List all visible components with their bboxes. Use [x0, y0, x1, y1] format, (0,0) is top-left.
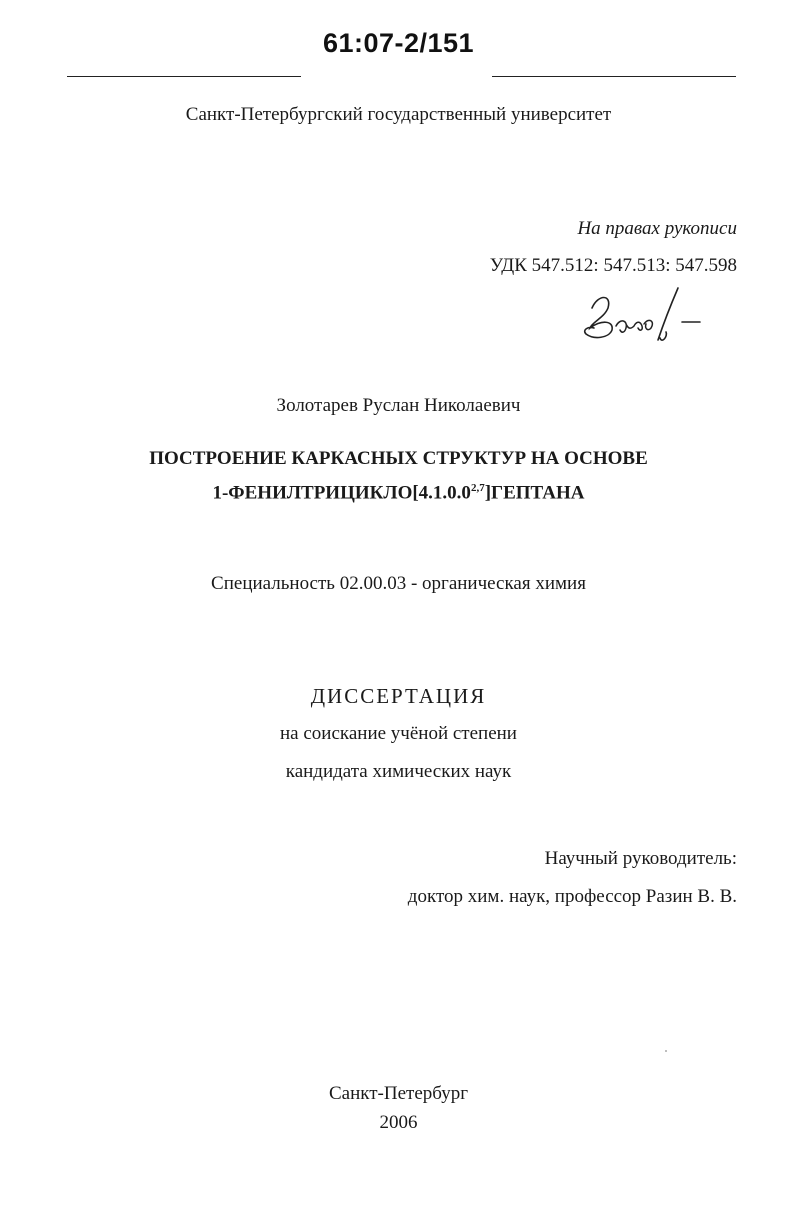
degree-line-2: кандидата химических наук	[285, 761, 512, 782]
document-type: ДИССЕРТАЦИЯ	[310, 684, 487, 708]
header-rule-right	[492, 76, 736, 77]
title-superscript: 2,7	[470, 482, 485, 494]
university-name: Санкт-Петербургский государственный университет	[185, 104, 612, 125]
author-name: Золотарев Руслан Николаевич	[276, 395, 521, 416]
header-rule-left	[67, 76, 301, 77]
supervisor-name: доктор хим. наук, профессор Разин В. В.	[407, 886, 737, 907]
archive-stamp-number: 61:07-2/151	[322, 28, 475, 58]
dissertation-title-line-1: ПОСТРОЕНИЕ КАРКАСНЫХ СТРУКТУР НА ОСНОВЕ	[149, 448, 648, 469]
dissertation-title-line-2	[0, 482, 797, 504]
specialty: Специальность 02.00.03 - органическая химия	[211, 573, 586, 594]
supervisor-label: Научный руководитель:	[544, 848, 737, 869]
year: 2006	[379, 1112, 418, 1133]
title-line-2-start: 1-ФЕНИЛТРИЦИКЛО[4.1.0.0	[212, 482, 471, 504]
title-line-2-end: ]ГЕПТАНА	[484, 482, 585, 504]
scan-speck	[665, 1050, 667, 1052]
handwritten-signature	[578, 282, 708, 352]
manuscript-rights-note: На правах рукописи	[577, 218, 737, 239]
city: Санкт-Петербург	[328, 1083, 468, 1104]
degree-line-1: на соискание учёной степени	[280, 723, 517, 744]
udc-code: УДК 547.512: 547.513: 547.598	[489, 255, 737, 276]
